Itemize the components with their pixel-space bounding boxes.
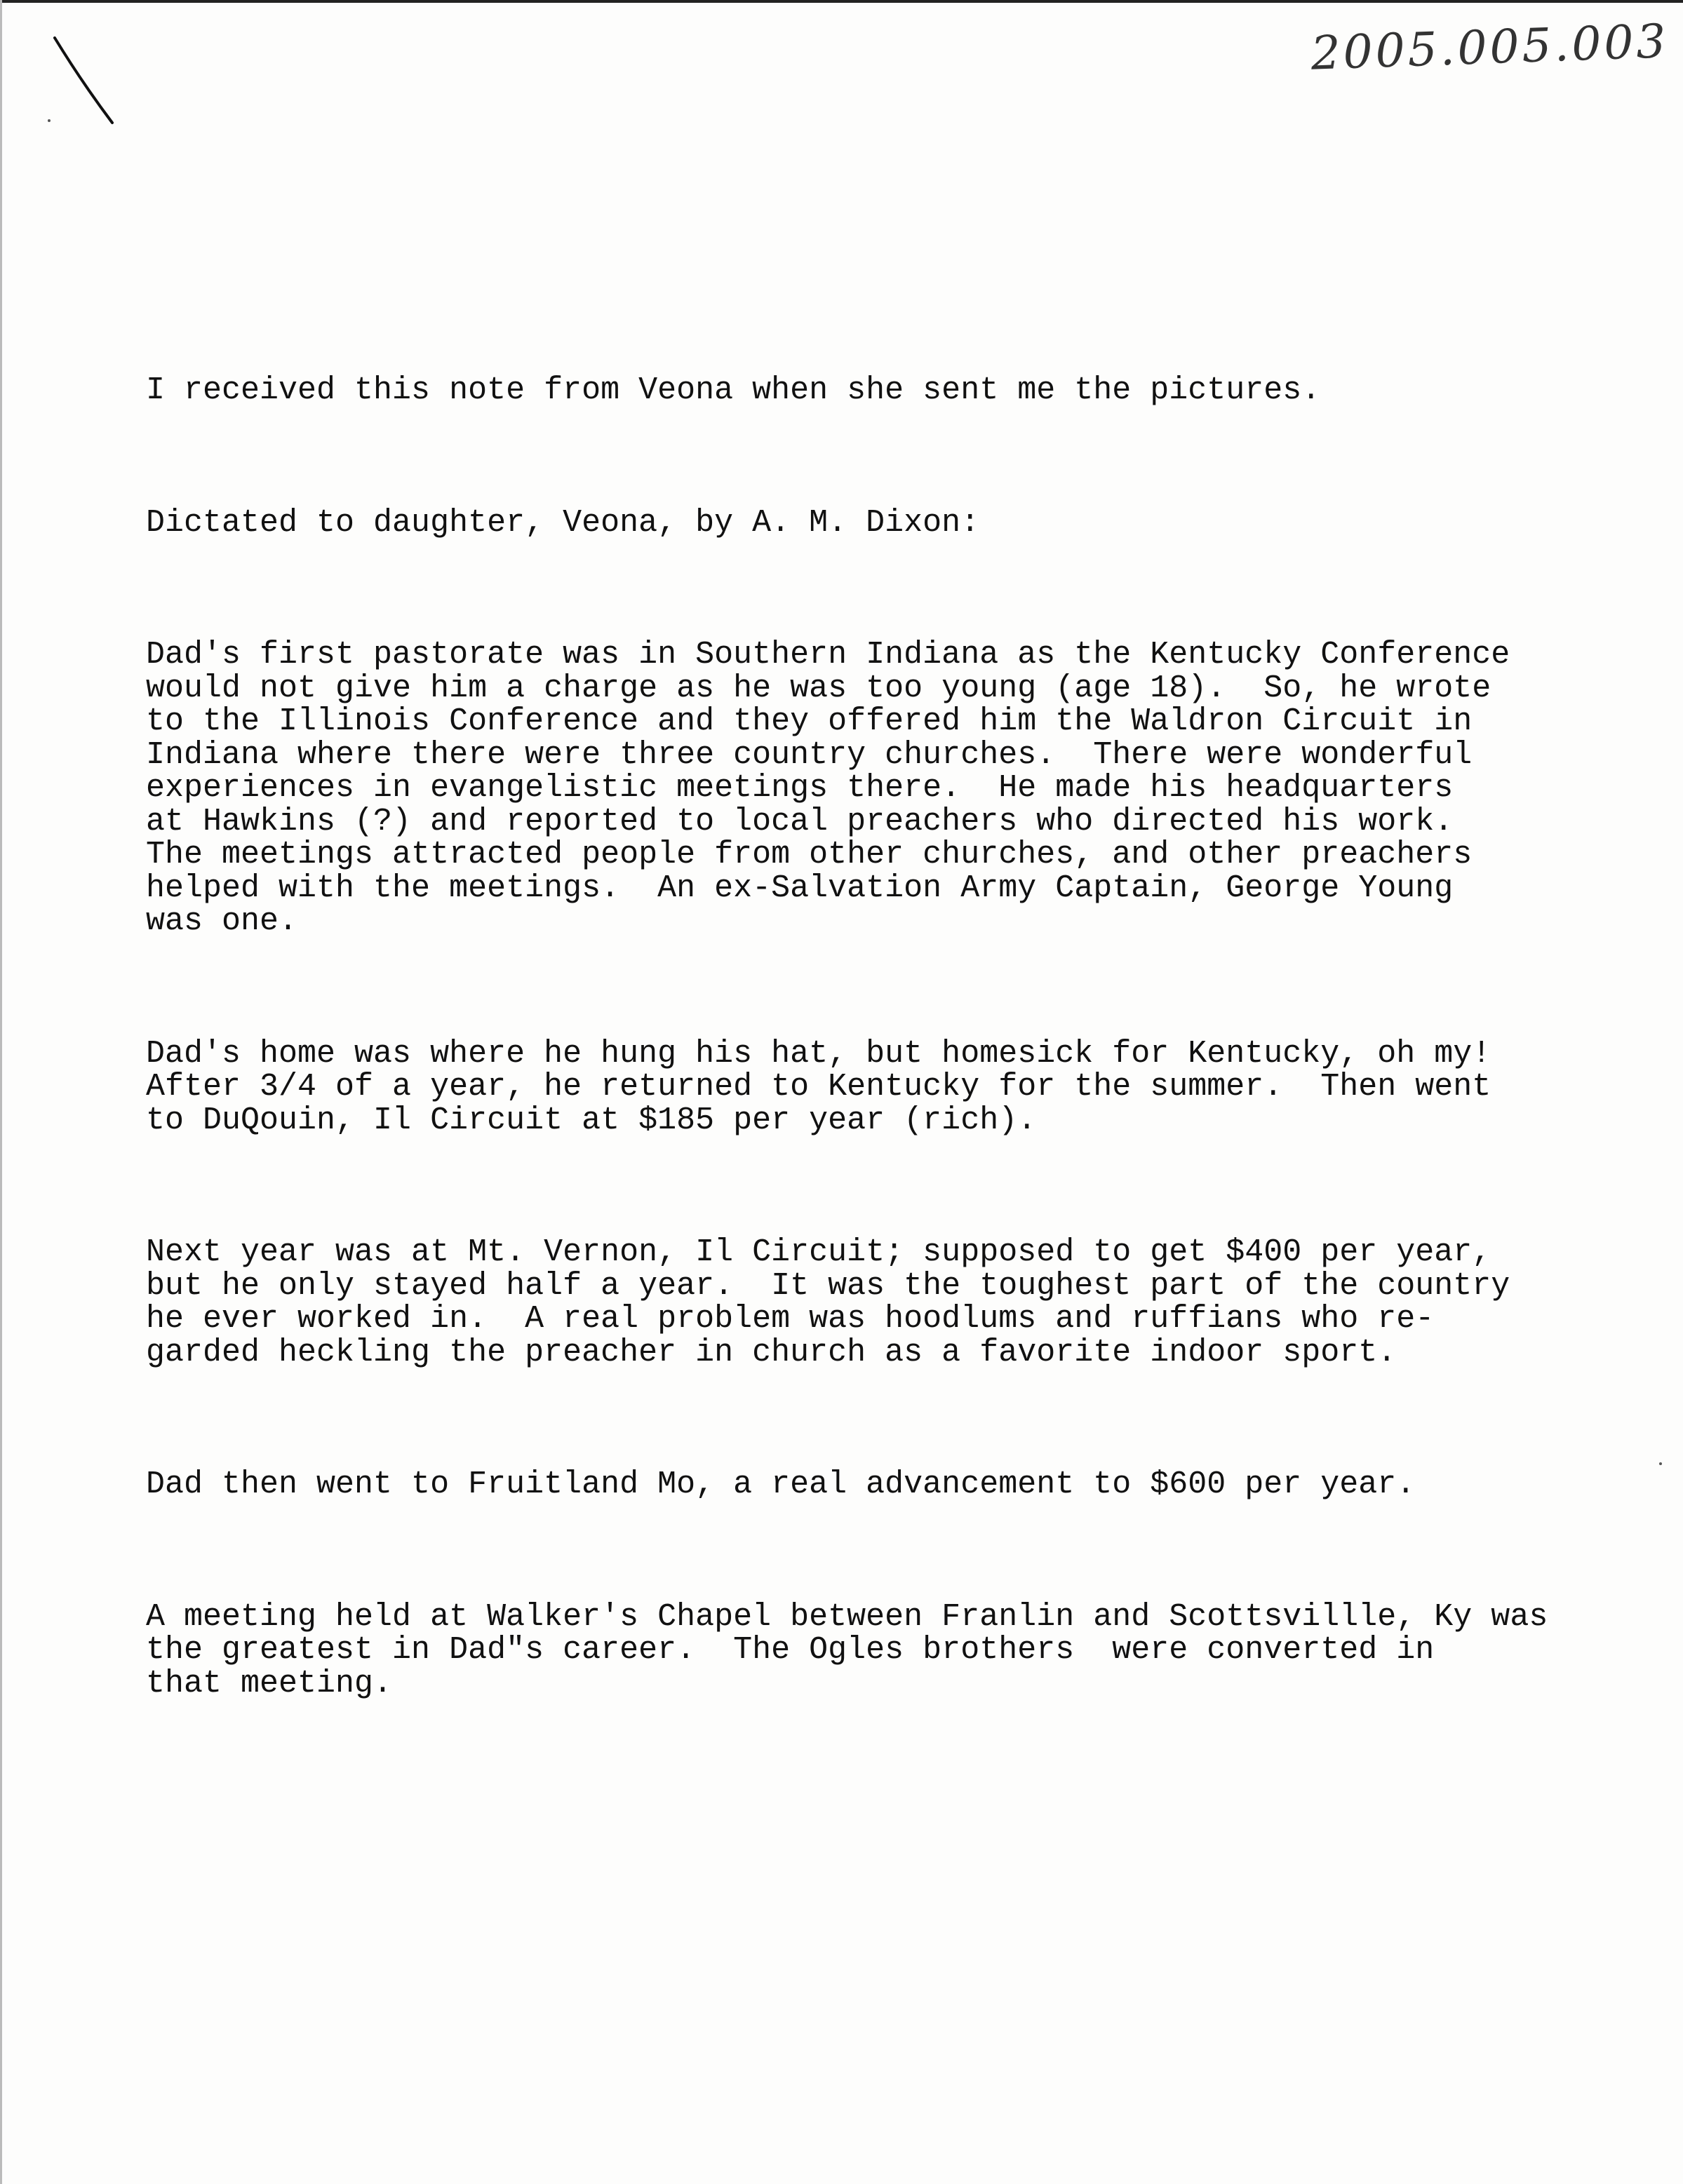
paragraph-walkers-chapel: A meeting held at Walker's Chapel between Franlin and Scottsvillle, Ky was the greatest in Dad"s career. The Ogles brothers were converted in that meeting. <box>146 1598 1548 1701</box>
handwritten-accession-number: 2005.005.003 <box>1310 14 1670 81</box>
stray-mark <box>48 119 51 122</box>
paragraph-first-pastorate: Dad's first pastorate was in Southern Indiana as the Kentucky Conference would not give him a charge as he was too young (age 18). So, he wrote to the Illinois Conference and they offered him the Waldron Circuit in Indiana where there were three country churches. There were wonderful experiences in evangelistic meetings there. He made his headquarters at Hawkins (?) and reported to local preachers who directed his work. The meetings attracted people from other churches, and other preachers helped with the meetings. An ex-Salvation Army Captain, George Young was one. <box>146 637 1510 939</box>
paragraph-homesick: Dad's home was where he hung his hat, but homesick for Kentucky, oh my! After 3/4 of a year, he returned to Kentucky for the summer. Then went to DuQouin, Il Circuit at $185 per year (rich). <box>146 1035 1491 1138</box>
pen-slash-mark <box>42 28 126 133</box>
stray-mark <box>1659 1462 1662 1465</box>
paragraph-fruitland: Dad then went to Fruitland Mo, a real advancement to $600 per year. <box>146 1467 1416 1502</box>
scan-edge-left <box>0 0 2 2184</box>
typed-note-body <box>146 307 1619 1799</box>
dictation-line: Dictated to daughter, Veona, by A. M. Dixon: <box>146 504 980 541</box>
note-intro: I received this note from Veona when she sent me the pictures. <box>146 372 1321 408</box>
scan-edge-top <box>0 0 1683 3</box>
paragraph-mt-vernon: Next year was at Mt. Vernon, Il Circuit; supposed to get $400 per year, but he only stayed half a year. It was the toughest part of the country he ever worked in. A real problem was hoodlums and ruffians who re- garded heckling the preacher in church as a favorite indoor sport. <box>146 1234 1510 1370</box>
